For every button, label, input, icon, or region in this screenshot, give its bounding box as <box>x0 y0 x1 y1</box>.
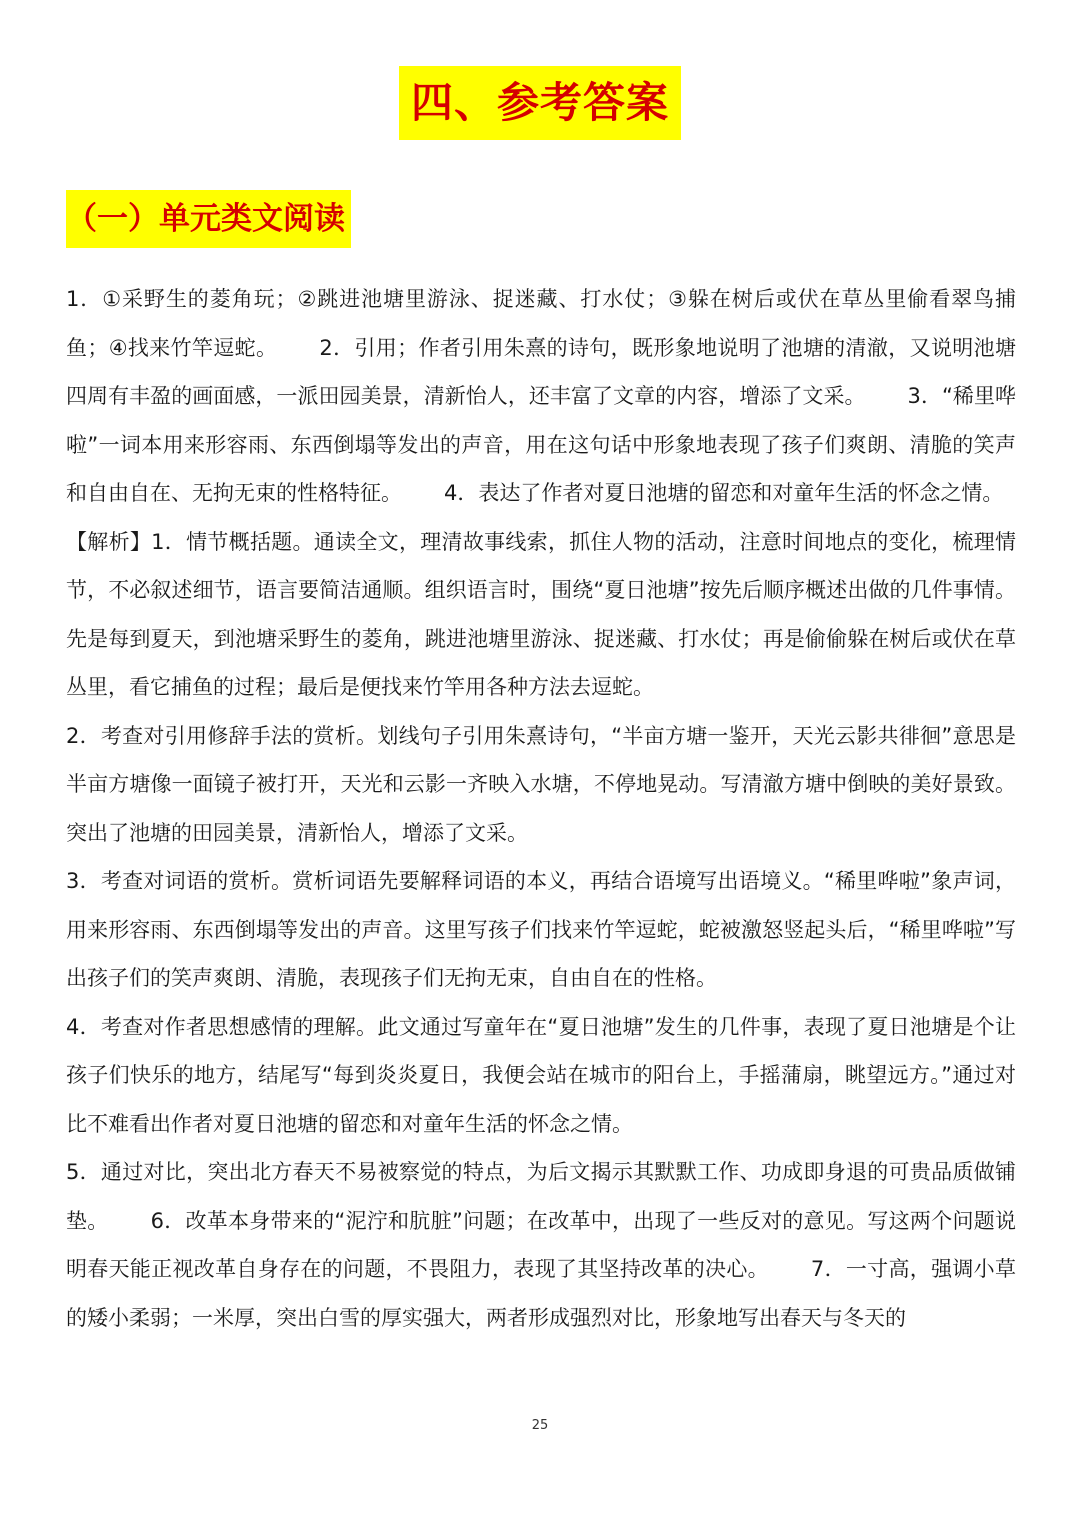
answer-5: 5．通过对比，突出北方春天不易被察觉的特点，为后文揭示其默默工作、功成即身退的可贵品质做铺垫。 <box>66 1160 1016 1233</box>
answer-3: 3．“稀里哗啦”一词本用来形容雨、东西倒塌等发出的声音，用在这句话中形象地表现了孩子们爽朗、清脆的笑声和自由自在、无拘无束的性格特征。 <box>66 384 1016 505</box>
answer-body <box>66 275 1016 1342</box>
analysis-3: 3．考查对词语的赏析。赏析词语先要解释词语的本义，再结合语境写出语境义。“稀里哗啦”象声词，用来形容雨、东西倒塌等发出的声音。这里写孩子们找来竹竿逗蛇，蛇被激怒竖起头后，“稀里哗啦”写出孩子们的笑声爽朗、清脆，表现孩子们无拘无束，自由自在的性格。 <box>66 869 1016 990</box>
answer-6: 6．改革本身带来的“泥泞和肮脏”问题；在改革中，出现了一些反对的意见。写这两个问题说明春天能正视改革自身存在的问题，不畏阻力，表现了其坚持改革的决心。 <box>66 1208 1017 1281</box>
page-number: 25 <box>531 1418 549 1433</box>
answer-7: 7．一寸高，强调小草的矮小柔弱；一米厚，突出白雪的厚实强大，两者形成强烈对比，形象地写出春天与冬天的 <box>66 1257 1016 1330</box>
analysis-4: 4．考查对作者思想感情的理解。此文通过写童年在“夏日池塘”发生的几件事，表现了夏日池塘是个让孩子们快乐的地方，结尾写“每到炎炎夏日，我便会站在城市的阳台上，手摇蒲扇，眺望远方。”通过对比不难看出作者对夏日池塘的留恋和对童年生活的怀念之情。 <box>66 1014 1016 1136</box>
analysis-2: 2．考查对引用修辞手法的赏析。划线句子引用朱熹诗句，“半亩方塘一鉴开，天光云影共徘徊”意思是半亩方塘像一面镜子被打开，天光和云影一齐映入水塘，不停地晃动。写清澈方塘中倒映的美好景致。突出了池塘的田园美景，清新怡人，增添了文采。 <box>66 723 1016 845</box>
answers-paragraph-2 <box>66 1148 1016 1342</box>
page-title: 四、参考答案 <box>399 66 681 140</box>
answer-1: 1．①采野生的菱角玩；②跳进池塘里游泳、捉迷藏、打水仗；③躲在树后或伏在草丛里偷看翠鸟捕鱼；④找来竹竿逗蛇。 <box>66 287 1016 360</box>
answer-4: 4．表达了作者对夏日池塘的留恋和对童年生活的怀念之情。 <box>444 481 1004 505</box>
answers-paragraph-1 <box>66 275 1016 518</box>
section-heading: （一）单元类文阅读 <box>66 190 351 248</box>
answer-2: 2．引用；作者引用朱熹的诗句，既形象地说明了池塘的清澈，又说明池塘四周有丰盈的画面感，一派田园美景，清新怡人，还丰富了文章的内容，增添了文采。 <box>66 335 1017 408</box>
main-title-wrap <box>0 66 1080 140</box>
analysis-1: 【解析】1．情节概括题。通读全文，理清故事线索，抓住人物的活动，注意时间地点的变化，梳理情节，不必叙述细节，语言要简洁通顺。组织语言时，围绕“夏日池塘”按先后顺序概述出做的几件事情。先是每到夏天，到池塘采野生的菱角，跳进池塘里游泳、捉迷藏、打水仗；再是偷偷躲在树后或伏在草丛里，看它捕鱼的过程；最后是便找来竹竿用各种方法去逗蛇。 <box>66 529 1016 699</box>
